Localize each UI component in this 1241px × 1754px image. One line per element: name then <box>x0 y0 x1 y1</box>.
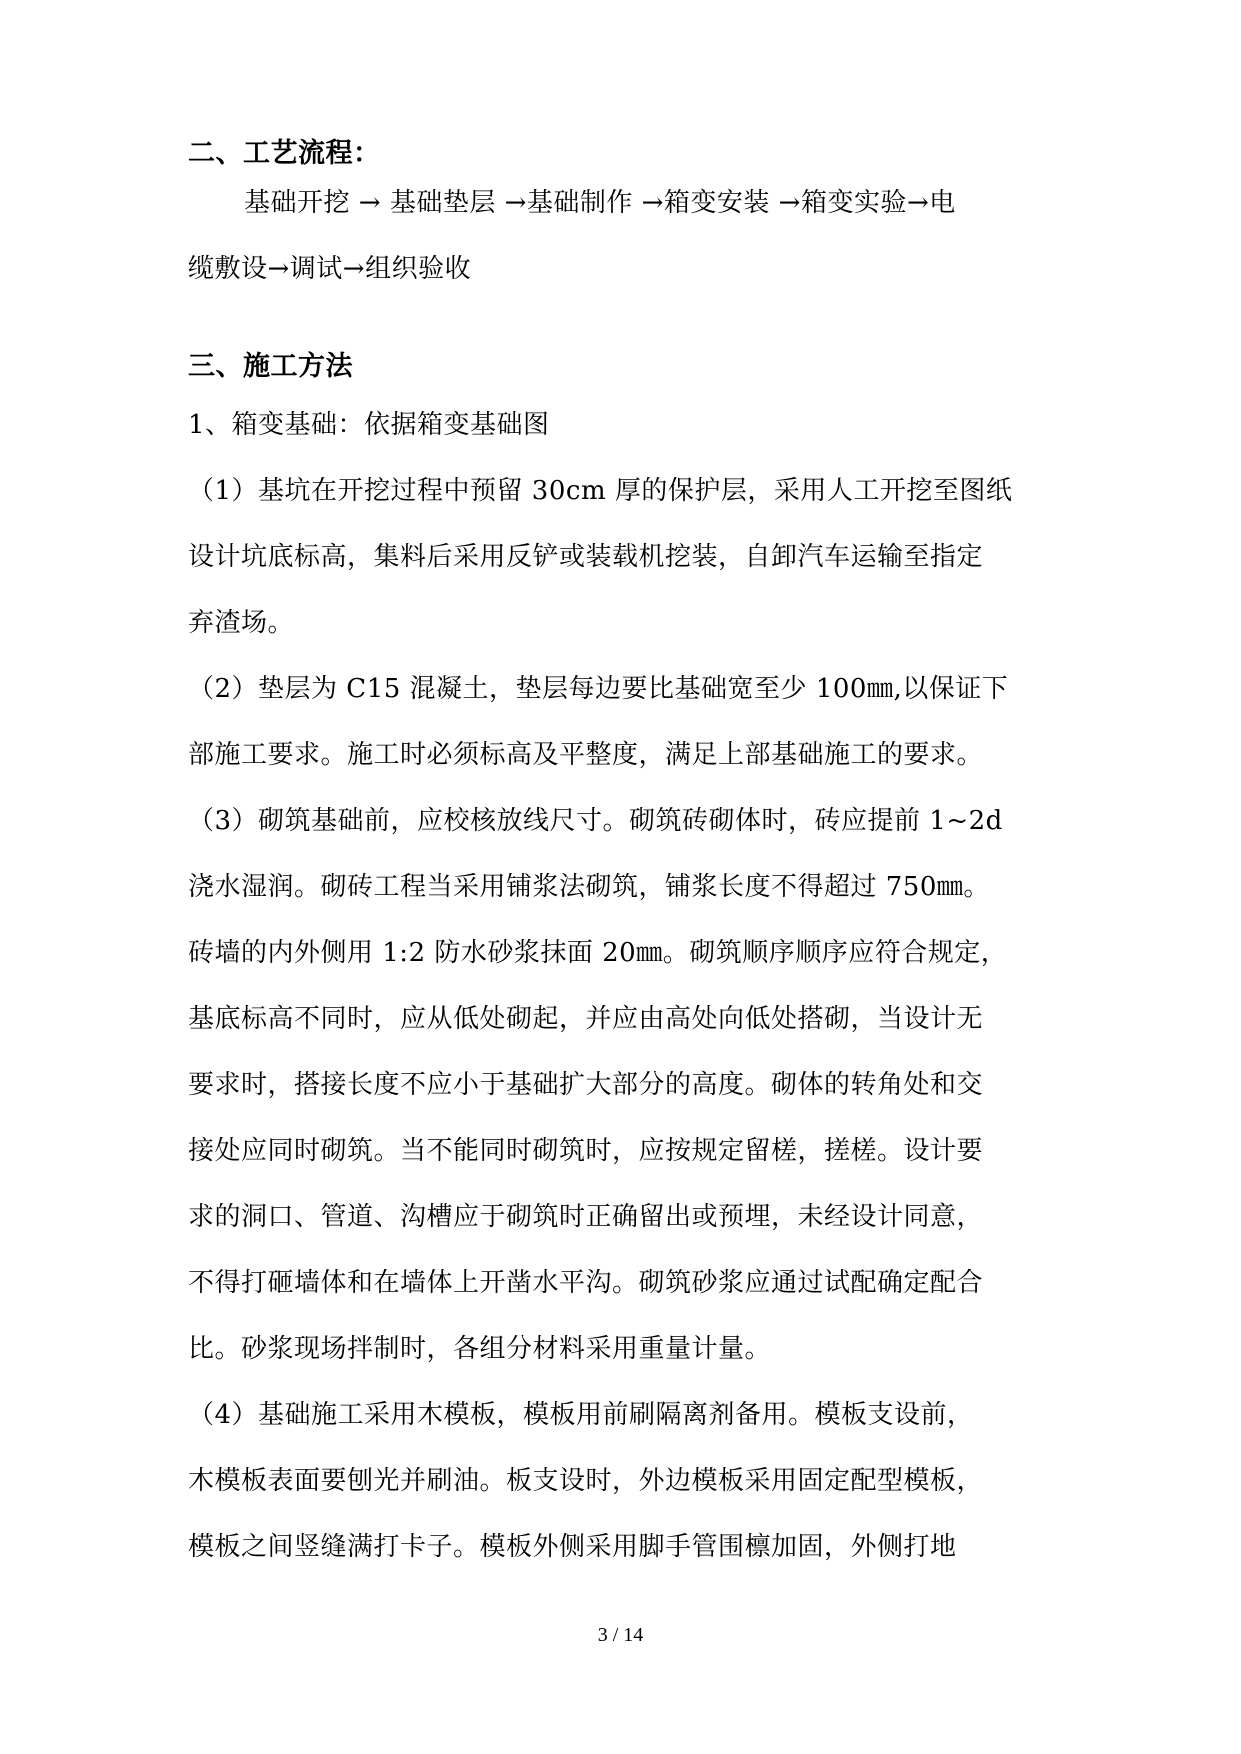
text-line: 基底标高不同时，应从低处砌起，并应由高处向低处搭砌，当设计无 <box>188 1004 984 1034</box>
text-line: 比。砂浆现场拌制时，各组分材料采用重量计量。 <box>188 1334 772 1364</box>
heading-text: 三、施工方法 <box>188 351 353 382</box>
section-heading-method <box>188 334 1058 400</box>
text-line: （1）基坑在开挖过程中预留 30cm 厚的保护层，采用人工开挖至图纸 <box>188 476 1013 506</box>
subheading-box-foundation: 1、箱变基础：依据箱变基础图 <box>188 410 550 440</box>
heading-text: 二、工艺流程： <box>188 138 381 169</box>
method-content <box>188 392 1058 1580</box>
text-line: （4）基础施工采用木模板，模板用前刷隔离剂备用。模板支设前， <box>188 1400 974 1430</box>
text-line: 缆敷设→调试→组织验收 <box>188 254 472 284</box>
text-line: 接处应同时砌筑。当不能同时砌筑时，应按规定留槎，搓槎。设计要 <box>188 1136 984 1166</box>
text-line: （2）垫层为 C15 混凝土，垫层每边要比基础宽至少 100㎜,以保证下 <box>188 674 1009 704</box>
text-line: 部施工要求。施工时必须标高及平整度，满足上部基础施工的要求。 <box>188 740 984 770</box>
text-line: 木模板表面要刨光并刷油。板支设时，外边模板采用固定配型模板， <box>188 1466 984 1496</box>
text-line: 要求时，搭接长度不应小于基础扩大部分的高度。砌体的转角处和交 <box>188 1070 984 1100</box>
text-line: 设计坑底标高，集料后采用反铲或装载机挖装，自卸汽车运输至指定 <box>188 542 984 572</box>
text-line: 浇水湿润。砌砖工程当采用铺浆法砌筑，铺浆长度不得超过 750㎜。 <box>188 872 990 902</box>
page-number: 3 / 14 <box>597 1624 644 1646</box>
text-line: 弃渣场。 <box>188 608 295 638</box>
text-line: 不得打砸墙体和在墙体上开凿水平沟。砌筑砂浆应通过试配确定配合 <box>188 1268 984 1298</box>
process-flow-paragraph <box>188 170 1058 302</box>
text-line: 求的洞口、管道、沟槽应于砌筑时正确留出或预埋，未经设计同意， <box>188 1202 984 1232</box>
text-line: （3）砌筑基础前，应校核放线尺寸。砌筑砖砌体时，砖应提前 1~2d <box>188 806 1003 836</box>
text-line: 砖墙的内外侧用 1:2 防水砂浆抹面 20㎜。砌筑顺序顺序应符合规定， <box>188 938 1008 968</box>
text-line: 基础开挖 → 基础垫层 →基础制作 →箱变安装 →箱变实验→电 <box>244 188 956 218</box>
text-line: 模板之间竖缝满打卡子。模板外侧采用脚手管围檩加固，外侧打地 <box>188 1532 957 1562</box>
